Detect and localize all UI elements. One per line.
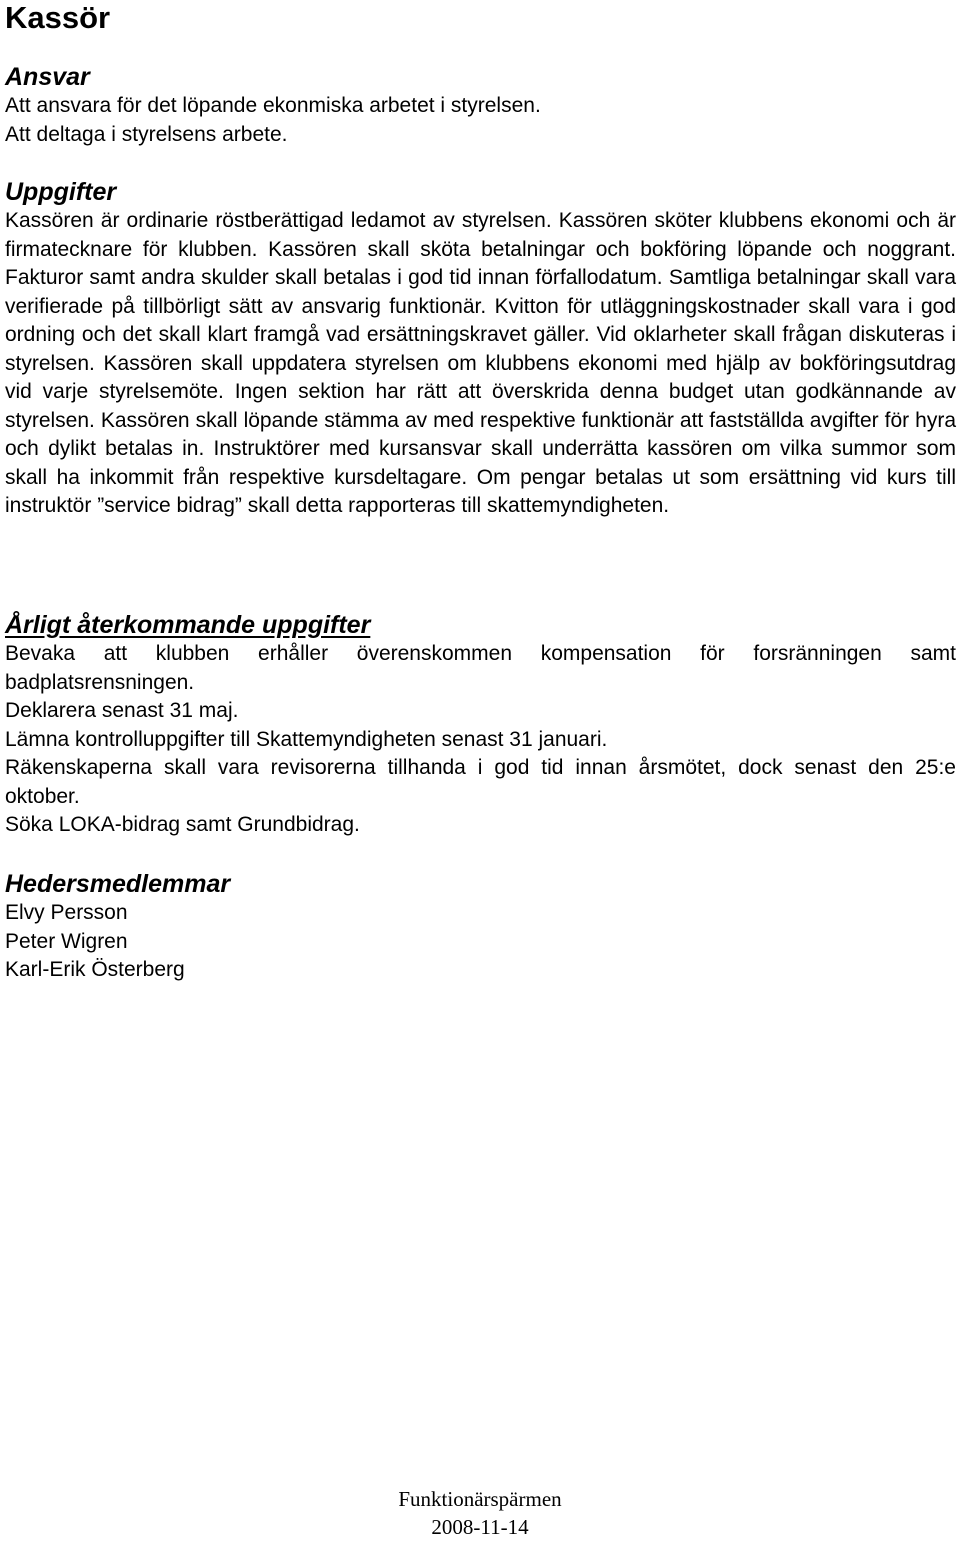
footer-date: 2008-11-14 <box>431 1515 529 1539</box>
section-heading-uppgifter: Uppgifter <box>5 178 117 206</box>
arligt-item: Bevaka att klubben erhåller överenskommen kompensation för forsränningen samt badplatsrensningen. <box>5 642 956 694</box>
member-name: Karl-Erik Österberg <box>5 958 185 981</box>
ansvar-line: Att ansvara för det löpande ekonmiska arbetet i styrelsen. <box>5 94 541 117</box>
section-heading-ansvar: Ansvar <box>5 63 90 91</box>
arligt-item: Deklarera senast 31 maj. <box>5 699 239 722</box>
section-heading-arligt: Årligt återkommande uppgifter <box>5 611 371 639</box>
page-title: Kassör <box>5 0 111 35</box>
arligt-item: Söka LOKA-bidrag samt Grundbidrag. <box>5 813 360 836</box>
member-name: Elvy Persson <box>5 901 128 924</box>
section-uppgifter <box>5 177 956 521</box>
arligt-item: Lämna kontrolluppgifter till Skattemyndigheten senast 31 januari. <box>5 727 608 751</box>
uppgifter-paragraph: Kassören är ordinarie röstberättigad ledamot av styrelsen. Kassören sköter klubbens ekonomi och är firmatecknare för klubben. Kassören skall sköta betalningar och bokföring löpande och noggrant. Fakturor samt andra skulder skall betalas i god tid innan förfallodatum. Samtliga betalningar skall vara verifierade på tillbörligt sätt av ansvarig funktionär. Kvitton för utläggningskostnader skall vara i god ordning och det skall klart framgå vad ersättningskravet gäller. Vid oklarheter skall frågan diskuteras i styrelsen. Kassören skall uppdatera styrelsen om klubbens ekonomi med hjälp av bokföringsutdrag vid varje styrelsemöte. Ingen sektion har rätt att överskrida denna budget utan godkännande av styrelsen. Kassören skall löpande stämma av med respektive funktionär att fastställda avgifter för hyra och dylikt betalas in. Instruktörer med kursansvar skall underrätta kassören om vilka summor som skall ha inkommit från respektive kursdeltagare. Om pengar betalas ut som ersättning vid kurs till instruktör ”service bidrag” skall detta rapporteras till skattemyndigheten. <box>5 209 956 517</box>
ansvar-line: Att deltaga i styrelsens arbete. <box>5 122 288 146</box>
section-heading-hedersmedlemmar: Hedersmedlemmar <box>5 870 231 898</box>
document-page <box>5 0 956 981</box>
member-name: Peter Wigren <box>5 929 128 953</box>
footer-title: Funktionärspärmen <box>398 1487 562 1511</box>
section-hedersmedlemmar <box>5 869 956 985</box>
section-arligt <box>5 610 956 840</box>
section-ansvar <box>5 62 956 149</box>
arligt-item: Räkenskaperna skall vara revisorerna tillhanda i god tid innan årsmötet, dock senast den 25:e oktober. <box>5 756 956 808</box>
